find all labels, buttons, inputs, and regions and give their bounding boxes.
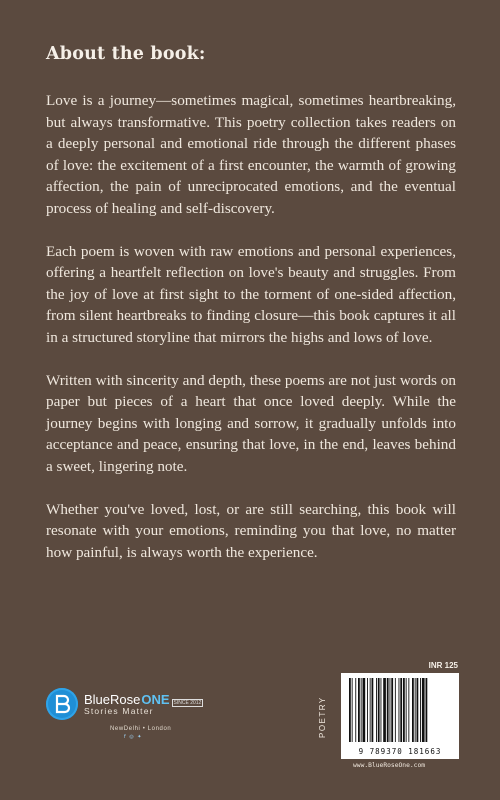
price-label: INR 125 — [428, 661, 458, 670]
publisher-logo-icon — [46, 688, 78, 720]
barcode-bars-icon — [347, 678, 453, 742]
description-paragraph-2: Each poem is woven with raw emotions and personal experiences, offering a heartfelt reflection on love's beauty and struggles. From the joy of love at first sight to the torment of one-sided affection, from silent heartbreaks to finding closure—this book captures it all in a structured storyline that mirrors the highs and lows of love. — [46, 242, 456, 346]
genre-label: POETRY — [318, 696, 327, 738]
isbn-number: 9 789370 181663 — [358, 747, 442, 756]
publisher-cities: NewDelhi • London — [110, 726, 172, 732]
publisher-name: BlueRose ONE SINCE 2012 — [84, 692, 202, 707]
publisher-website: www.BlueRoseOne.com — [353, 762, 426, 769]
description-paragraph-3: Written with sincerity and depth, these poems are not just words on paper but pieces of a heart that once loved deeply. While the journey begins with longing and sorrow, it gradually unfolds into acceptance and peace, ensuring that love, in the end, leaves behind a sweet, lingering note. — [46, 371, 456, 475]
book-description — [46, 90, 456, 584]
publisher-logo — [46, 688, 203, 720]
since-badge: SINCE 2012 — [173, 700, 202, 706]
description-paragraph-4: Whether you've loved, lost, or are still searching, this book will resonate with your emotions, reminding you that love, no matter how painful, is always worth the experience. — [46, 500, 456, 561]
isbn-barcode — [341, 673, 459, 759]
social-icons: f ◎ ✦ — [124, 734, 143, 740]
publisher-tagline: Stories Matter — [84, 706, 154, 716]
description-paragraph-1: Love is a journey—sometimes magical, sometimes heartbreaking, but always transformative. This poetry collection takes readers on a deeply personal and emotional ride through the different phases of love: the excitement of a first encounter, the warmth of growing affection, the pain of unreciprocated emotions, and the eventual process of healing and self-discovery. — [46, 92, 456, 217]
section-heading: About the book: — [46, 44, 206, 64]
